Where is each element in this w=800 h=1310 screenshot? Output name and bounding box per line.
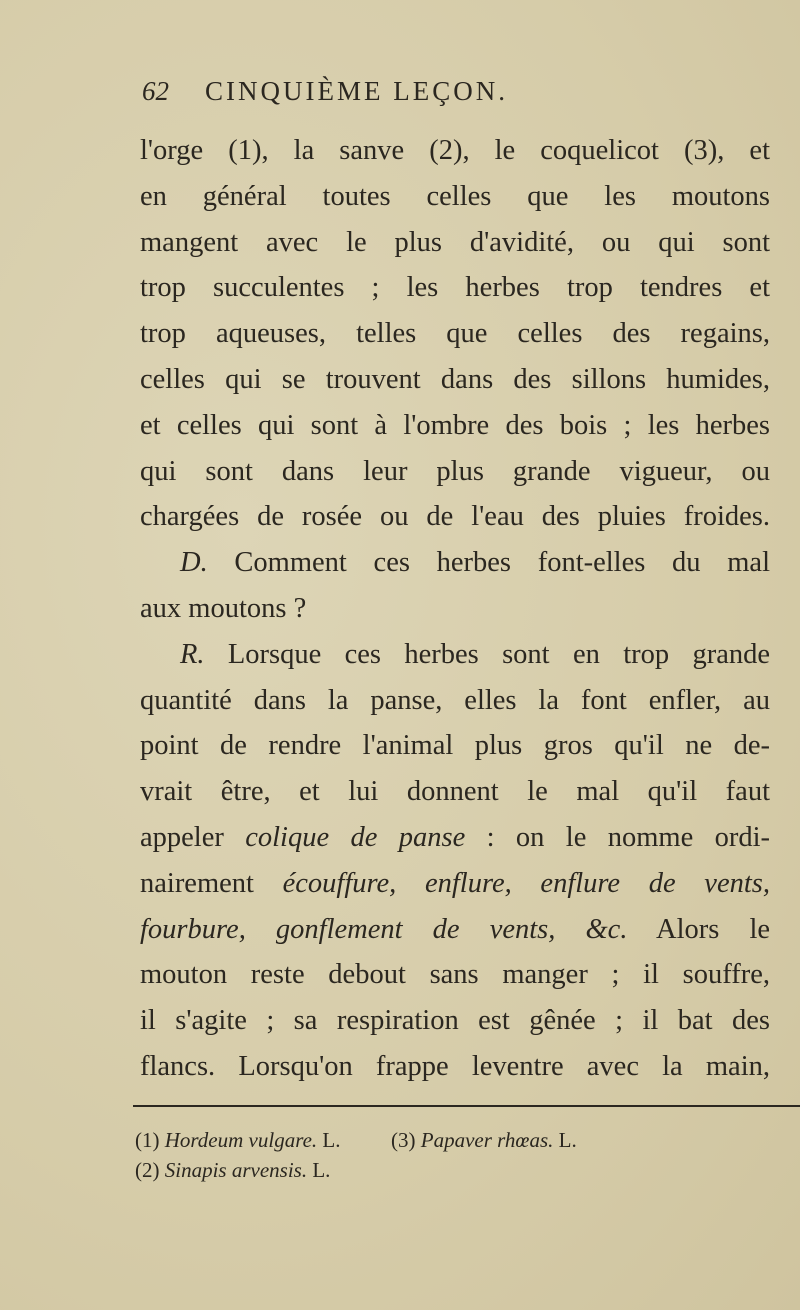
text-segment: Comment ces herbes font-elles du mal: [207, 547, 770, 579]
footnote-name: Papaver rhœas.: [420, 1128, 554, 1152]
footnote-row: [135, 1125, 577, 1155]
footnote-row: [135, 1155, 577, 1185]
footnote-rule: [133, 1105, 800, 1107]
running-header: [142, 76, 762, 107]
text-segment: flancs. Lorsqu'on frappe leventre avec la main,: [140, 1050, 770, 1082]
text-segment: aux moutons ?: [140, 592, 307, 624]
text-line: [140, 311, 770, 357]
footnote-name: Hordeum vulgare.: [164, 1128, 318, 1152]
italic-text: colique de panse: [245, 821, 466, 853]
footnote-name: Sinapis arvensis.: [164, 1158, 308, 1182]
text-line: [140, 403, 770, 449]
text-segment: point de rendre l'animal plus gros qu'il ne de-: [140, 730, 770, 762]
text-line: [140, 220, 770, 266]
text-segment: quantité dans la panse, elles la font enfler, au: [140, 684, 770, 716]
text-segment: chargées de rosée ou de l'eau des pluies froides.: [140, 501, 770, 533]
body-text: [140, 128, 770, 1090]
text-segment: et celles qui sont à l'ombre des bois ; les herbes: [140, 409, 770, 441]
text-segment: trop aqueuses, telles que celles des regains,: [140, 318, 770, 350]
text-line: [140, 494, 770, 540]
text-line: [140, 540, 770, 586]
text-segment: Lorsque ces herbes sont en trop grande: [204, 638, 770, 670]
text-line: [140, 907, 770, 953]
italic-text: R.: [180, 638, 205, 670]
footnote-author: L.: [322, 1128, 341, 1152]
text-line: [140, 174, 770, 220]
text-segment: il s'agite ; sa respiration est gênée ; il bat des: [140, 1005, 770, 1037]
text-segment: Alors le: [627, 913, 771, 945]
text-line: [140, 815, 770, 861]
footnote-mark: (3): [391, 1128, 416, 1152]
text-line: [140, 678, 770, 724]
text-line: [140, 449, 770, 495]
text-segment: trop succulentes ; les herbes trop tendres et: [140, 272, 770, 304]
text-segment: : on le nomme ordi-: [465, 821, 771, 853]
text-line: [140, 998, 770, 1044]
text-line: [140, 769, 770, 815]
italic-text: écouffure, enflure, enflure de vents,: [282, 867, 770, 899]
footnote-mark: (1): [135, 1128, 160, 1152]
footnote-author: L.: [312, 1158, 331, 1182]
text-line: [140, 586, 770, 632]
text-line: [140, 265, 770, 311]
page-number: 62: [142, 76, 169, 106]
text-line: [140, 861, 770, 907]
footnote-mark: (2): [135, 1158, 160, 1182]
text-line: [140, 952, 770, 998]
text-segment: en général toutes celles que les moutons: [140, 180, 770, 212]
italic-text: fourbure, gonflement de vents, &c.: [140, 913, 628, 945]
text-segment: celles qui se trouvent dans des sillons humides,: [140, 363, 770, 395]
text-segment: mouton reste debout sans manger ; il souffre,: [140, 959, 770, 991]
text-segment: l'orge (1), la sanve (2), le coquelicot (3), et: [140, 135, 770, 166]
italic-text: D.: [180, 547, 208, 579]
text-segment: nairement: [140, 867, 283, 899]
text-segment: vrait être, et lui donnent le mal qu'il faut: [140, 776, 770, 808]
text-segment: appeler: [140, 821, 246, 853]
text-line: [140, 723, 770, 769]
footnotes: [135, 1125, 577, 1185]
text-line: [140, 357, 770, 403]
footnote-author: L.: [558, 1128, 577, 1152]
text-segment: mangent avec le plus d'avidité, ou qui sont: [140, 226, 770, 258]
text-segment: qui sont dans leur plus grande vigueur, ou: [140, 455, 770, 487]
running-title: CINQUIÈME LEÇON.: [205, 76, 508, 106]
text-line: [140, 632, 770, 678]
text-line: [140, 128, 770, 174]
text-line: [140, 1044, 770, 1090]
